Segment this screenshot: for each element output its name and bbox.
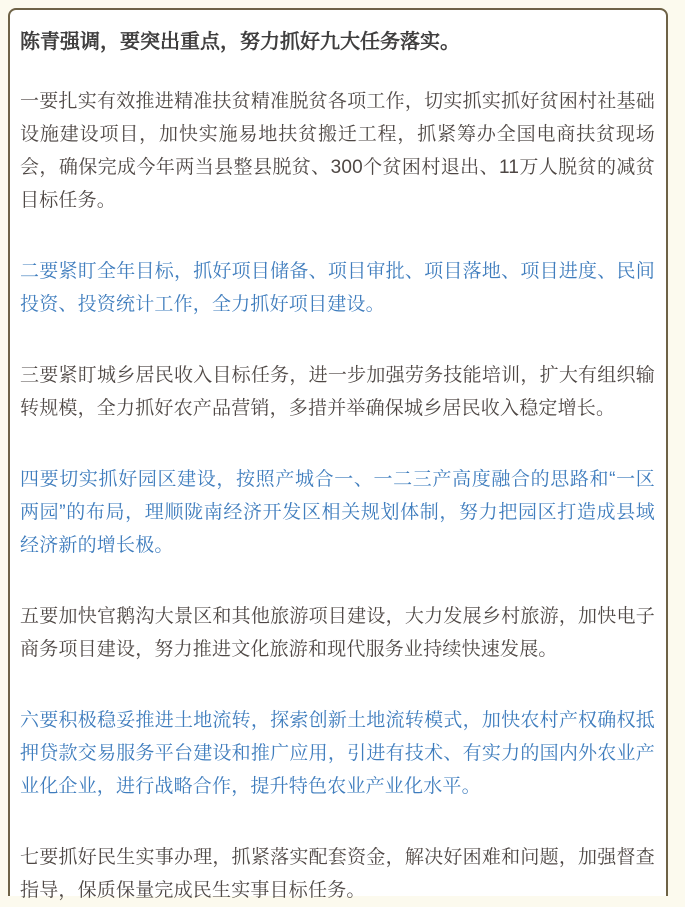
article-paragraph-6: 六要积极稳妥推进土地流转，探索创新土地流转模式，加快农村产权确权抵押贷款交易服务平台建设和推广应用，引进有技术、有实力的国内外农业产业化企业，进行战略合作，提升特色农业产业化水平。	[20, 710, 655, 797]
article-heading: 陈青强调，要突出重点，努力抓好九大任务落实。	[20, 31, 460, 53]
article-paragraph-1: 一要扎实有效推进精准扶贫精准脱贫各项工作，切实抓实抓好贫困村社基础设施建设项目，加快实施易地扶贫搬迁工程，抓紧筹办全国电商扶贫现场会，确保完成今年两当县整县脱贫、300个贫困村退出、11万人脱贫的减贫目标任务。	[20, 91, 655, 211]
article-paragraph-3: 三要紧盯城乡居民收入目标任务，进一步加强劳务技能培训，扩大有组织输转规模，全力抓好农产品营销，多措并举确保城乡居民收入稳定增长。	[20, 365, 655, 419]
article-paragraph-5: 五要加快官鹅沟大景区和其他旅游项目建设，大力发展乡村旅游，加快电子商务项目建设，努力推进文化旅游和现代服务业持续快速发展。	[20, 606, 655, 660]
article-card	[8, 8, 668, 901]
article-paragraph-7: 七要抓好民生实事办理，抓紧落实配套资金，解决好困难和问题，加强督查指导，保质保量完成民生实事目标任务。	[20, 847, 655, 901]
article-paragraph-4: 四要切实抓好园区建设，按照产城合一、一二三产高度融合的思路和“一区两园”的布局，理顺陇南经济开发区相关规划体制，努力把园区打造成县域经济新的增长极。	[20, 469, 655, 556]
article-paragraph-2: 二要紧盯全年目标，抓好项目储备、项目审批、项目落地、项目进度、民间投资、投资统计工作，全力抓好项目建设。	[20, 261, 655, 315]
